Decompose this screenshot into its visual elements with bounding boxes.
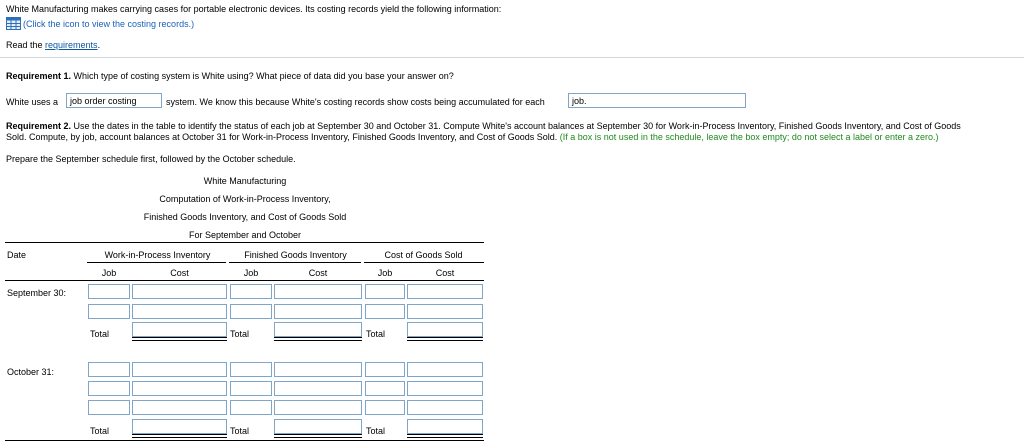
cogs-group-rule bbox=[364, 262, 484, 263]
group-header-fg: Finished Goods Inventory bbox=[244, 250, 347, 260]
prepare-instruction: Prepare the September schedule first, followed by the October schedule. bbox=[6, 154, 296, 164]
sep-fg-total[interactable] bbox=[274, 322, 362, 337]
group-header-cogs: Cost of Goods Sold bbox=[384, 250, 463, 260]
sep-fg-job-1[interactable] bbox=[230, 284, 272, 299]
req1-prefix: White uses a bbox=[6, 97, 59, 107]
oct-cogs-job-3[interactable] bbox=[365, 400, 405, 415]
oct-cogs-total-underline bbox=[407, 434, 483, 438]
oct-wip-total[interactable] bbox=[132, 419, 227, 434]
req2-hint: (If a box is not used in the schedule, leave the box empty; do not select a label or enter a zero.) bbox=[559, 132, 939, 142]
schedule-title-company: White Manufacturing bbox=[203, 176, 287, 186]
sep-cogs-job-2[interactable] bbox=[365, 304, 405, 319]
sep-fg-cost-1[interactable] bbox=[274, 284, 362, 299]
req2-line2 bbox=[6, 132, 939, 142]
fg-group-rule bbox=[229, 262, 361, 263]
header-bottom-rule bbox=[5, 280, 484, 281]
oct-fg-cost-2[interactable] bbox=[274, 381, 362, 396]
table-bottom-rule bbox=[5, 440, 484, 441]
oct-wip-job-3[interactable] bbox=[88, 400, 130, 415]
oct-cogs-job-1[interactable] bbox=[365, 362, 405, 377]
schedule-title-line3: Finished Goods Inventory, and Cost of Goods Sold bbox=[143, 212, 347, 222]
cogs-cost-header: Cost bbox=[435, 268, 455, 278]
oct-cogs-total[interactable] bbox=[407, 419, 483, 434]
oct-wip-cost-2[interactable] bbox=[132, 381, 227, 396]
sep-cogs-cost-2[interactable] bbox=[407, 304, 483, 319]
oct-wip-cost-1[interactable] bbox=[132, 362, 227, 377]
sep-wip-job-2[interactable] bbox=[88, 304, 130, 319]
oct-fg-job-3[interactable] bbox=[230, 400, 272, 415]
oct-wip-cost-3[interactable] bbox=[132, 400, 227, 415]
wip-job-header: Job bbox=[101, 268, 117, 278]
req2-text1: Use the dates in the table to identify the status of each job at September 30 and October 31. Compute White's account balances at September 30 for Work-in-Process Inventory, Finished Goods Inventory, and Cost of Goods bbox=[71, 121, 961, 131]
sep-wip-cost-1[interactable] bbox=[132, 284, 227, 299]
row-label-october: October 31: bbox=[7, 367, 55, 377]
schedule-title-line2: Computation of Work-in-Process Inventory, bbox=[159, 194, 331, 204]
sep-cogs-total-underline bbox=[407, 337, 483, 341]
requirements-link[interactable]: requirements bbox=[45, 40, 98, 50]
grid-table-icon[interactable] bbox=[6, 17, 21, 30]
fg-job-header: Job bbox=[243, 268, 259, 278]
sep-fg-total-label: Total bbox=[230, 329, 250, 339]
cogs-job-header: Job bbox=[377, 268, 393, 278]
problem-statement: White Manufacturing makes carrying cases for portable electronic devices. Its costing records yield the following information: bbox=[6, 4, 502, 14]
group-header-wip: Work-in-Process Inventory bbox=[104, 250, 211, 260]
col-date-header: Date bbox=[7, 250, 27, 260]
oct-fg-cost-1[interactable] bbox=[274, 362, 362, 377]
req1-question bbox=[6, 71, 454, 81]
basis-answer-field[interactable]: job. bbox=[568, 93, 746, 108]
sep-wip-cost-2[interactable] bbox=[132, 304, 227, 319]
costing-system-select[interactable]: job order costing bbox=[66, 93, 162, 108]
wip-group-rule bbox=[87, 262, 226, 263]
fg-cost-header: Cost bbox=[308, 268, 328, 278]
sep-wip-total-label: Total bbox=[90, 329, 110, 339]
sep-cogs-job-1[interactable] bbox=[365, 284, 405, 299]
oct-fg-total[interactable] bbox=[274, 419, 362, 434]
oct-cogs-total-label: Total bbox=[366, 426, 386, 436]
req1-label: Requirement 1. bbox=[6, 71, 72, 81]
req2-line1 bbox=[6, 121, 961, 131]
sep-wip-job-1[interactable] bbox=[88, 284, 130, 299]
read-prefix: Read the bbox=[6, 40, 46, 50]
wip-cost-header: Cost bbox=[170, 268, 189, 278]
sep-cogs-total[interactable] bbox=[407, 322, 483, 337]
sep-fg-job-2[interactable] bbox=[230, 304, 272, 319]
oct-cogs-cost-1[interactable] bbox=[407, 362, 483, 377]
sep-cogs-total-label: Total bbox=[366, 329, 386, 339]
req2-label: Requirement 2. bbox=[6, 121, 72, 131]
oct-fg-cost-3[interactable] bbox=[274, 400, 362, 415]
sep-wip-total-underline bbox=[132, 337, 227, 341]
oct-fg-total-underline bbox=[274, 434, 362, 438]
oct-wip-total-label: Total bbox=[90, 426, 110, 436]
oct-fg-job-2[interactable] bbox=[230, 381, 272, 396]
oct-wip-total-underline bbox=[132, 434, 227, 438]
oct-wip-job-2[interactable] bbox=[88, 381, 130, 396]
schedule-title-line4: For September and October bbox=[188, 230, 302, 240]
oct-fg-total-label: Total bbox=[230, 426, 250, 436]
oct-wip-job-1[interactable] bbox=[88, 362, 130, 377]
sep-wip-total[interactable] bbox=[132, 322, 227, 337]
read-suffix: . bbox=[97, 40, 101, 50]
req1-text: Which type of costing system is White using? What piece of data did you base your answer on? bbox=[71, 71, 454, 81]
sep-cogs-cost-1[interactable] bbox=[407, 284, 483, 299]
oct-cogs-cost-2[interactable] bbox=[407, 381, 483, 396]
view-records-link[interactable]: (Click the icon to view the costing records.) bbox=[23, 19, 195, 29]
table-top-rule bbox=[5, 242, 484, 243]
req1-middle: system. We know this because White's costing records show costs being accumulated for each bbox=[166, 97, 545, 107]
read-requirements-line bbox=[6, 40, 100, 50]
req2-text2: Sold. Compute, by job, account balances at October 31 for Work-in-Process Inventory, Finished Goods Inventory, and Cost of Goods Sold. bbox=[6, 132, 560, 142]
sep-fg-cost-2[interactable] bbox=[274, 304, 362, 319]
oct-fg-job-1[interactable] bbox=[230, 362, 272, 377]
oct-cogs-job-2[interactable] bbox=[365, 381, 405, 396]
row-label-september: September 30: bbox=[7, 288, 67, 298]
sep-fg-total-underline bbox=[274, 337, 362, 341]
oct-cogs-cost-3[interactable] bbox=[407, 400, 483, 415]
divider bbox=[0, 57, 1024, 58]
